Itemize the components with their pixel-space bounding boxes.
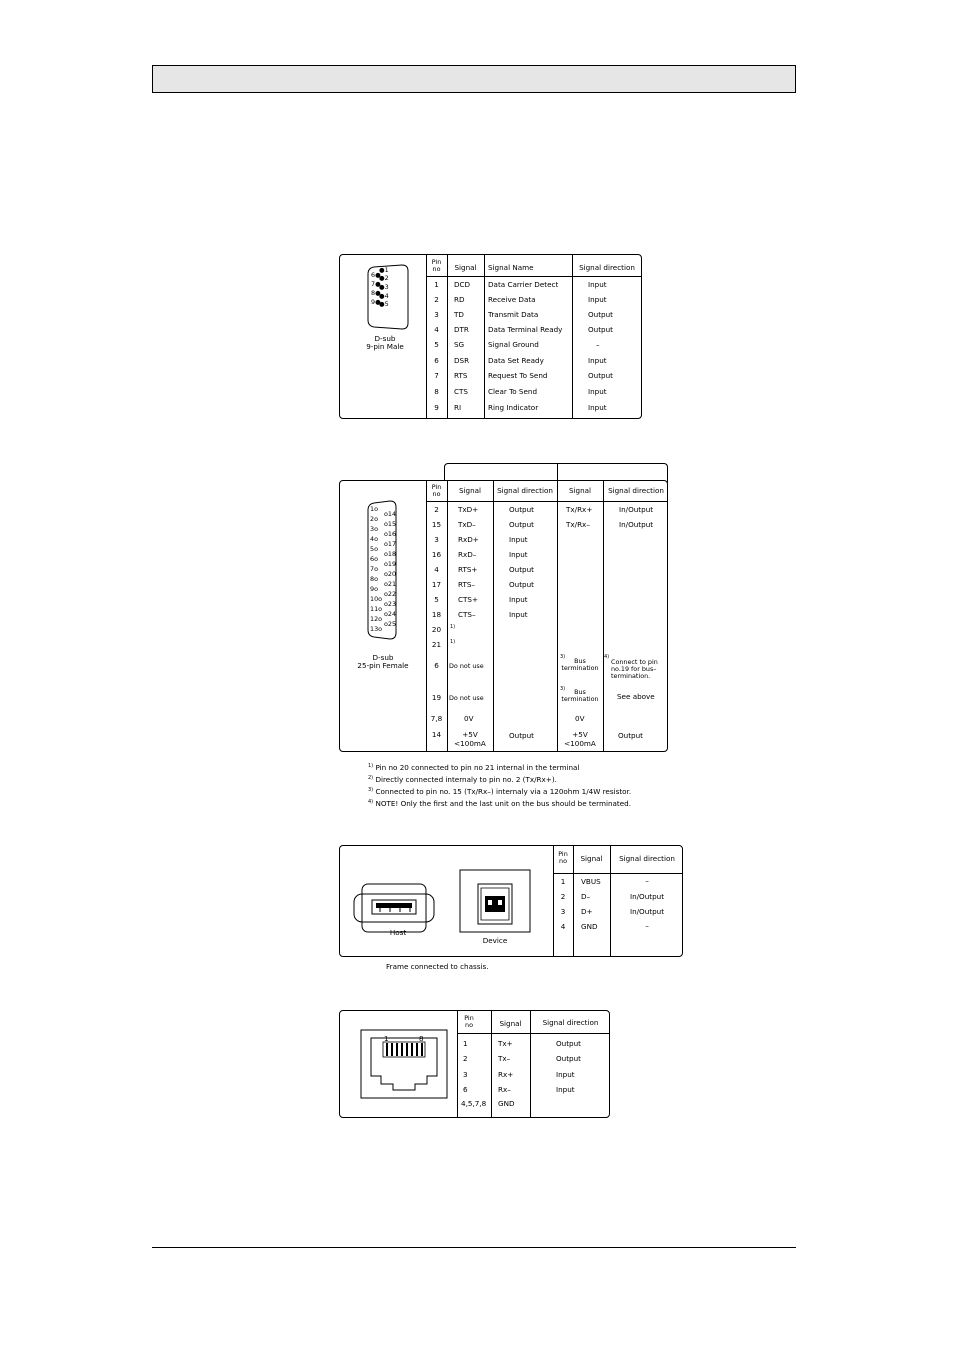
db25-pin-label: 25 (387, 620, 397, 628)
db25-pin-label: 24 (387, 610, 397, 618)
db25-pin-label: 16 (387, 530, 397, 538)
db9-pin-label: 3 (384, 283, 389, 291)
db25-pin-label: 1 (370, 505, 375, 513)
db9-pin-label: 2 (384, 274, 389, 282)
usb-header-direction: Signal direction (619, 854, 675, 863)
page-footer-rule (152, 1247, 796, 1248)
db25-pin-label: 9 (370, 585, 375, 593)
db25-header-direction-a: Signal direction (497, 486, 553, 495)
usb-host-caption: Host (389, 928, 407, 937)
db25-pin-label: 2 (370, 515, 375, 523)
footnote: $^{4)}$ NOTE! Only the first and the last unit on the bus should be terminated. (368, 799, 632, 808)
db9-pin-label: 5 (384, 300, 389, 308)
db25-pin-label: 14 (387, 510, 397, 518)
db25-pin-label: 8 (370, 575, 375, 583)
rj45-connector-icon (361, 1030, 451, 1100)
rj45-header-signal: Signal (499, 1019, 522, 1028)
db25-pin-label: 3 (370, 525, 375, 533)
db25-header-pin: Pin no (431, 483, 442, 498)
db9-header-pin: Pin no (431, 258, 442, 273)
usb-device-connector-icon (460, 870, 530, 940)
db25-pin-label: 5 (370, 545, 375, 553)
db25-caption-line2: 25-pin Female (357, 661, 409, 670)
db25-pin-label: 12 (370, 615, 379, 623)
usb-header-pin: Pin no (558, 850, 568, 865)
db25-pin-label: 22 (387, 590, 397, 598)
db25-pin-label: 7 (370, 565, 375, 573)
db25-pin-label: 4 (370, 535, 375, 543)
usb-header-signal: Signal (580, 854, 603, 863)
rj45-pinout-panel: 1 8 Pin no Signal Signal direction 1 Tx+ Output 2 Tx– Output 3 Rx+ Input 6 Rx– Input 4,5,7,8 GND (339, 1010, 610, 1118)
usb-note: Frame connected to chassis. (386, 962, 489, 971)
db25-header-direction-b: Signal direction (608, 486, 664, 495)
db25-pin-label: 23 (387, 600, 397, 608)
db25-pin-label: 18 (387, 550, 397, 558)
db25-pin-label: 10 (370, 595, 379, 603)
rj45-header-direction: Signal direction (542, 1018, 599, 1027)
db9-pin-label: 1 (384, 266, 389, 274)
rj45-pin-last-label: 8 (419, 1034, 424, 1043)
db25-pin-label: 13 (370, 625, 379, 633)
db9-pin-label: 8 (371, 289, 376, 297)
db25-pin-label: 19 (387, 560, 397, 568)
db9-header-name: Signal Name (488, 263, 534, 272)
footnote: $^{3)}$ Connected to pin no. 15 (Tx/Rx–) internaly via a 120ohm 1/4W resistor. (368, 787, 632, 796)
db9-header-direction: Signal direction (579, 263, 635, 272)
db9-pinout-panel: ●1 ●2 ●3 ●4 ●5 6● 7● 8● 9● D-sub 9-pin Male Pin no Signal Signal Name Signal direction 1 DCD Data Carrier Detect Input 2 RD Receive Data Input 3 TD Transmit Data Output 4 DTR Data Terminal Ready Output 5 SG Signal Ground – 6 DSR Data Set Ready Input 7 RTS Request To Send Output 8 CTS Clear To Send Input 9 RI Ring Indicator Input (339, 254, 642, 419)
db25-pinout-panel: 1o 2o 3o 4o 5o 6o 7o 8o 9o 10o 11o 12o 13o o14 o15 o16 o17 o18 o19 o20 o21 o22 o23 o24 o25 D-sub 25-pin Female Pin no Signal Signal direction Signal Signal direction 2 TxD+ Output Tx/Rx+ In/Output 15 TxD– Output Tx/Rx– In/Output 3 RxD+ Input 16 RxD– Input 4 RTS+ Output 17 RTS– Output 5 CTS+ Input 18 CTS– Input 20 1) 21 1) 6 Do not use 3) Bus termination 4) Connect to pin no.19 for bus–termination. 19 Do not use 3) Bus termination See above 7,8 0V 0V 14 +5V <100mA Output +5V <100mA Output (339, 480, 668, 752)
db9-caption-line1: D-sub (374, 334, 396, 343)
db25-pin-label: 20 (387, 570, 397, 578)
usb-device-caption: Device (482, 936, 508, 945)
db9-pin-label: 7 (371, 280, 376, 288)
db25-pin-label: 11 (370, 605, 379, 613)
db9-pin-label: 4 (384, 292, 389, 300)
db9-caption-line2: 9-pin Male (366, 342, 404, 351)
db9-header-signal: Signal (454, 263, 477, 272)
page-header-bar (152, 65, 796, 93)
footnote: $^{2)}$ Directly connected internaly to pin no. 2 (Tx/Rx+). (368, 775, 557, 784)
rj45-pin-first-label: 1 (384, 1034, 389, 1043)
db25-pin-label: 17 (387, 540, 397, 548)
db9-pin-label: 9 (371, 298, 376, 306)
footnote: $^{1)}$ Pin no 20 connected to pin no 21 internal in the terminal (368, 763, 580, 772)
db25-pin-label: 21 (387, 580, 397, 588)
rj45-header-pin: Pin no (464, 1014, 474, 1029)
usb-pinout-panel: Host Device Pin no Signal Signal direction 1 VBUS – 2 D– In/Output 3 D+ In/Output 4 GND – (339, 845, 683, 957)
db25-header-signal-b: Signal (568, 486, 592, 495)
db9-pin-label: 6 (371, 271, 376, 279)
db25-caption-line1: D-sub (372, 653, 394, 662)
db25-pin-label: 15 (387, 520, 397, 528)
db25-pin-label: 6 (370, 555, 375, 563)
db25-header-signal-a: Signal (458, 486, 482, 495)
